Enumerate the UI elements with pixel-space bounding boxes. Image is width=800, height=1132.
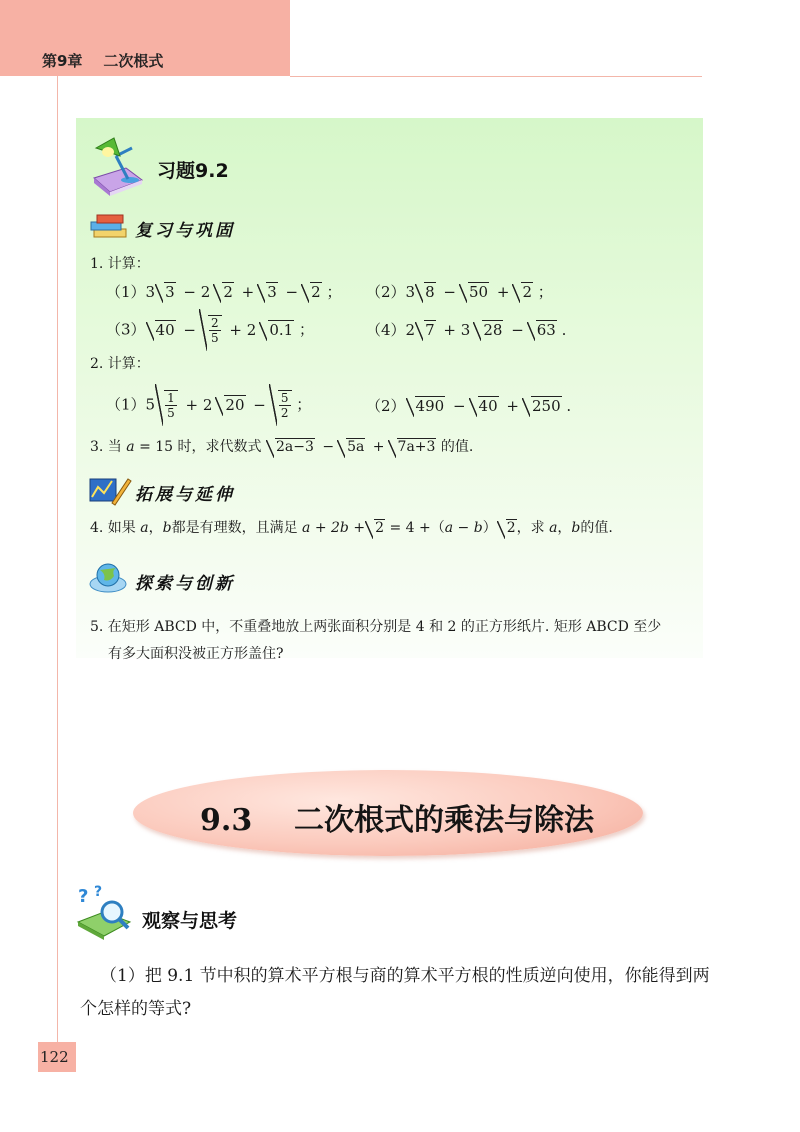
q1-part3: （3） 40 − $\frac{2}{5}$ + 2 0.1 ；	[106, 316, 314, 345]
q1-part4: （4）2 7 + 3 28 − 63 .	[366, 321, 567, 339]
q1-part2: （2）3 8 − 50 + 2 ；	[366, 283, 553, 301]
explore-heading: 探索与创新	[135, 574, 235, 594]
q5-line2: 有多大面积没被正方形盖住?	[108, 646, 284, 662]
desk-lamp-icon	[88, 134, 154, 196]
magnifier-book-icon	[74, 882, 136, 944]
page-number: 122	[40, 1048, 69, 1066]
section-title: 9.3 二次根式的乘法与除法	[200, 803, 594, 838]
q4-text: 4. 如果 a，b都是有理数，且满足 a + 2b + 2 = 4 +（a − b） 2，求 a，b的值.	[90, 520, 613, 536]
q2-label: 2. 计算：	[90, 356, 150, 372]
header-rule	[290, 76, 702, 77]
q2-part2: （2） 490 − 40 + 250 .	[366, 397, 572, 415]
observe-heading: 观察与思考	[142, 910, 238, 932]
q3-text: 3. 当 a = 15 时，求代数式 2a−3 − 5a + 7a+3 的值.	[90, 439, 474, 455]
globe-icon	[88, 560, 128, 594]
q1-part1: （1）3 3 − 2 2 + 3 − 2 ；	[106, 283, 342, 301]
svg-text:?: ?	[78, 886, 89, 907]
q2-part1: （1）5 $\frac{1}{5}$ + 2 20 − $\frac{5}{2}$ ；	[106, 391, 312, 420]
observe-paragraph: （1）把 9.1 节中积的算术平方根与商的算术平方根的性质逆向使用，你能得到两个怎样的等式?	[80, 966, 710, 1019]
margin-rule	[57, 76, 58, 1044]
q1-label: 1. 计算：	[90, 256, 150, 272]
chapter-label: 第9章 二次根式	[42, 52, 164, 70]
exercise-title: 习题9.2	[157, 160, 229, 182]
svg-text:?: ?	[94, 884, 103, 900]
books-icon	[88, 213, 130, 241]
q5-line1: 5. 在矩形 ABCD 中，不重叠地放上两张面积分别是 4 和 2 的正方形纸片. 矩形 ABCD 至少	[90, 619, 662, 635]
review-heading: 复习与巩固	[135, 221, 235, 241]
chart-pencil-icon	[88, 473, 132, 507]
extend-heading: 拓展与延伸	[135, 485, 235, 505]
